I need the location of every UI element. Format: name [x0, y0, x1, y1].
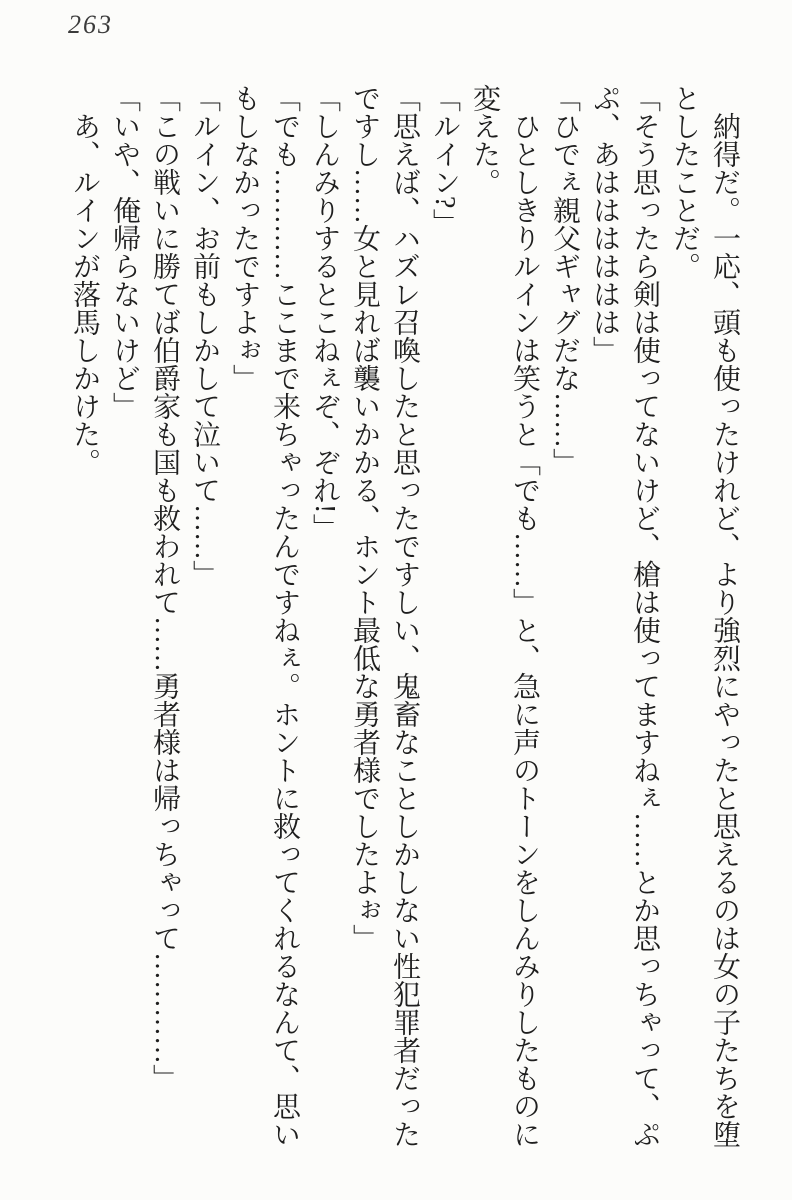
text-column: もしなかったですよぉ」 — [229, 84, 260, 392]
text-column: 「でも…………ここまで来ちゃったんですねぇ。ホントに救ってくれるなんて、思い — [269, 84, 300, 1148]
text-column: 変えた。 — [469, 84, 500, 196]
vertical-text-block — [64, 84, 744, 1169]
text-column: 納得だ。一応、頭も使ったけれど、より強烈にやったと思えるのは女の子たちを堕 — [709, 84, 740, 1148]
page-number: 263 — [68, 10, 113, 39]
text-column: 「ルイン、お前もしかして泣いて……」 — [189, 84, 220, 588]
text-column: 「ひでぇ親父ギャグだな……」 — [549, 84, 580, 476]
text-column: 「思えば、ハズレ召喚したと思ったですしい、鬼畜なことしかしない性犯罪者だった — [389, 84, 420, 1148]
text-column: 「そう思ったら剣は使ってないけど、槍は使ってますねぇ……とか思っちゃって、ぷ — [629, 84, 660, 1148]
text-column: あ、ルインが落馬しかけた。 — [69, 84, 100, 476]
text-column: 「この戦いに勝てば伯爵家も国も救われて……勇者様は帰っちゃって…………」 — [149, 84, 180, 1092]
text-column: 「ルイン?」 — [429, 84, 460, 237]
text-column: 「しんみりするとこねぇぞ、ぞれ!」 — [309, 84, 340, 542]
text-column: 「いや、俺帰らないけど」 — [109, 84, 140, 420]
text-column: ですし……女と見れば襲いかかる、ホント最低な勇者様でしたよぉ」 — [349, 84, 380, 952]
text-column: ぷ、あはははははは」 — [589, 84, 620, 364]
text-column: としたことだ。 — [669, 84, 700, 280]
text-column: ひとしきりルインは笑うと「でも……」と、急に声のトーンをしんみりしたものに — [509, 84, 540, 1148]
